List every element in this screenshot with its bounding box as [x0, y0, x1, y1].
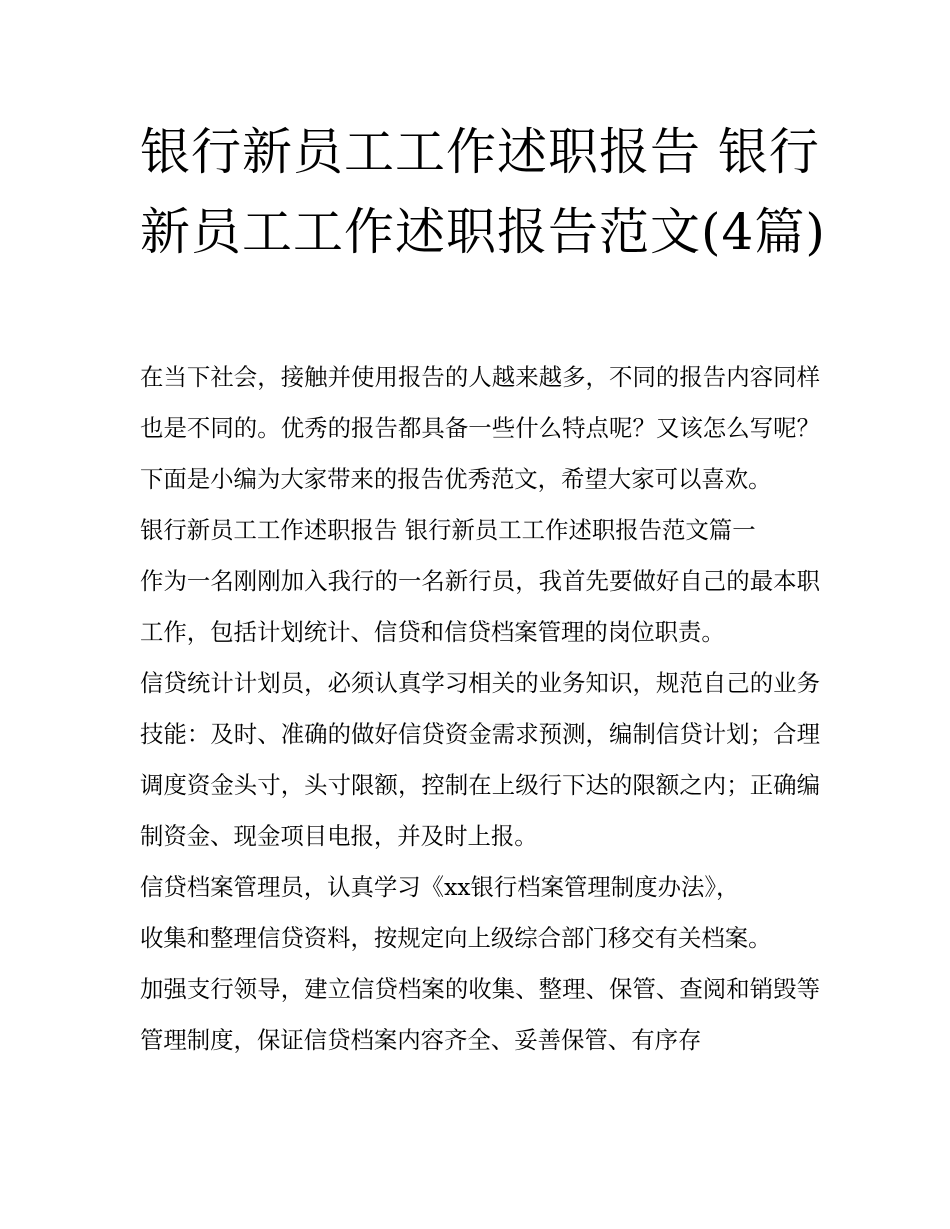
document-body: [140, 352, 820, 1066]
body-paragraph: 加强支行领导，建立信贷档案的收集、整理、保管、查阅和销毁等管理制度，保证信贷档案内容齐全、妥善保管、有序存: [140, 975, 820, 1054]
intro-paragraph: 在当下社会，接触并使用报告的人越来越多，不同的报告内容同样也是不同的。优秀的报告都具备一些什么特点呢？又该怎么写呢？下面是小编为大家带来的报告优秀范文，希望大家可以喜欢。: [140, 363, 820, 493]
body-paragraph: 作为一名刚刚加入我行的一名新行员，我首先要做好自己的最本职工作，包括计划统计、信贷和信贷档案管理的岗位职责。: [140, 567, 820, 646]
section-heading: 银行新员工工作述职报告 银行新员工工作述职报告范文篇一: [140, 516, 756, 544]
body-paragraph: 信贷档案管理员，认真学习《xx银行档案管理制度办法》，: [140, 873, 740, 901]
document-title: 银行新员工工作述职报告 银行新员工工作述职报告范文(4篇): [140, 123, 826, 261]
body-paragraph: 收集和整理信贷资料，按规定向上级综合部门移交有关档案。: [140, 924, 772, 952]
body-paragraph: 信贷统计计划员，必须认真学习相关的业务知识，规范自己的业务技能：及时、准确的做好信贷资金需求预测，编制信贷计划；合理调度资金头寸，头寸限额，控制在上级行下达的限额之内；正确编制资金、现金项目电报，并及时上报。: [140, 669, 820, 850]
